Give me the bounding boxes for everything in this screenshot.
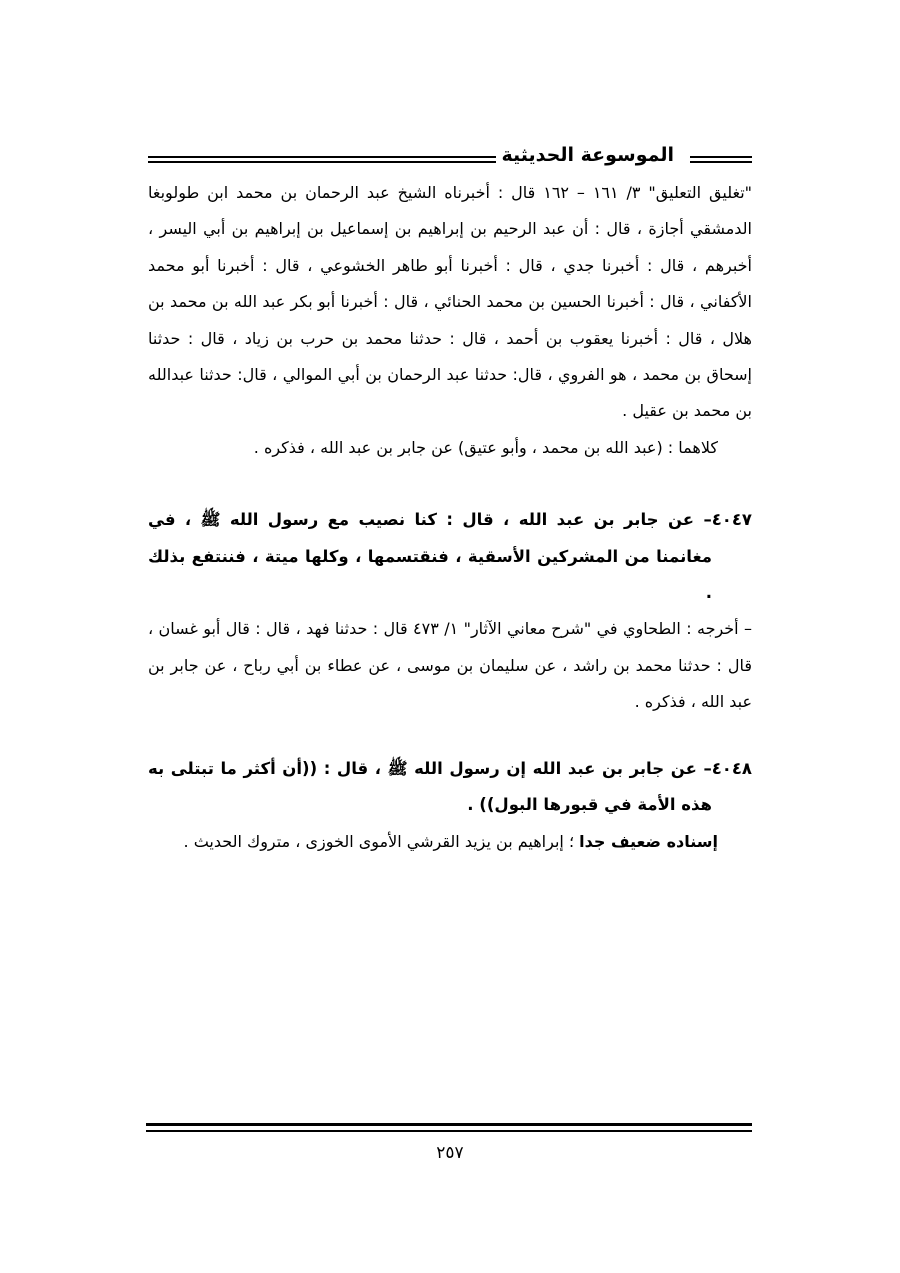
hadith-number-4048: ٤٠٤٨– [703, 758, 752, 778]
grading-label: إسناده ضعيف جدا [579, 831, 718, 851]
header-title: الموسوعة الحديثية [496, 140, 681, 170]
hadith-text-4048: عن جابر بن عبد الله إن رسول الله ﷺ ، قال : ((أن أكثر ما تبتلى به هذه الأمة في قبورها البول)) . [148, 758, 712, 815]
spacer [148, 721, 752, 751]
paragraph-both: كلاهما : (عبد الله بن محمد ، وأبو عتيق) عن جابر بن عبد الله ، فذكره . [253, 437, 718, 457]
footer-rule [146, 1123, 752, 1132]
page-content [148, 175, 752, 860]
page-header [148, 140, 752, 174]
spacer [148, 466, 752, 502]
hadith-number-4047: ٤٠٤٧– [703, 510, 752, 530]
page-number: ٢٥٧ [436, 1143, 464, 1163]
grading-text: ؛ إبراهيم بن يزيد القرشي الأموى الخوزى ، متروك الحديث . [183, 831, 580, 851]
paragraph-takhrij: – أخرجه : الطحاوي في "شرح معاني الآثار" ١/ ٤٧٣ قال : حدثنا فهد ، قال : قال أبو غسان ، قال : حدثنا محمد بن راشد ، عن سليمان بن موسى ، عن عطاء بن أبي رباح ، عن جابر بن عبد الله ، فذكره . [148, 619, 753, 712]
hadith-4048 [148, 751, 752, 824]
paragraph-isnad: "تغليق التعليق" ٣/ ١٦١ – ١٦٢ قال : أخبرناه الشيخ عبد الرحمان بن محمد ابن طولوبغا الدمشقي أجازة ، قال : أن عبد الرحيم بن إبراهيم بن إسماعيل بن إبراهيم بن أبي اليسر ، أخبرهم ، قال : أخبرنا جدي ، قال : أخبرنا أبو طاهر الخشوعي ، قال : أخبرنا أبو محمد الأكفاني ، قال : أخبرنا الحسين بن محمد الحنائي ، قال : أخبرنا أبو بكر عبد الله بن محمد بن هلال ، قال : أخبرنا يعقوب بن أحمد ، قال : حدثنا محمد بن حرب بن زياد ، قال : حدثنا إسحاق بن محمد ، هو الفروي ، قال: حدثنا عبد الرحمان بن أبي الموالي ، قال: حدثنا عبدالله بن محمد بن عقيل . [148, 183, 753, 421]
header-rule-left [148, 156, 518, 163]
hadith-text-4047: عن جابر بن عبد الله ، قال : كنا نصيب مع رسول الله ﷺ ، في مغانمنا من المشركين الأسقية ، فنقتسمها ، وكلها ميتة ، فننتفع بذلك . [148, 510, 712, 603]
paragraph-grading [148, 824, 752, 860]
hadith-4047 [148, 502, 752, 611]
header-rule-right [690, 156, 752, 163]
